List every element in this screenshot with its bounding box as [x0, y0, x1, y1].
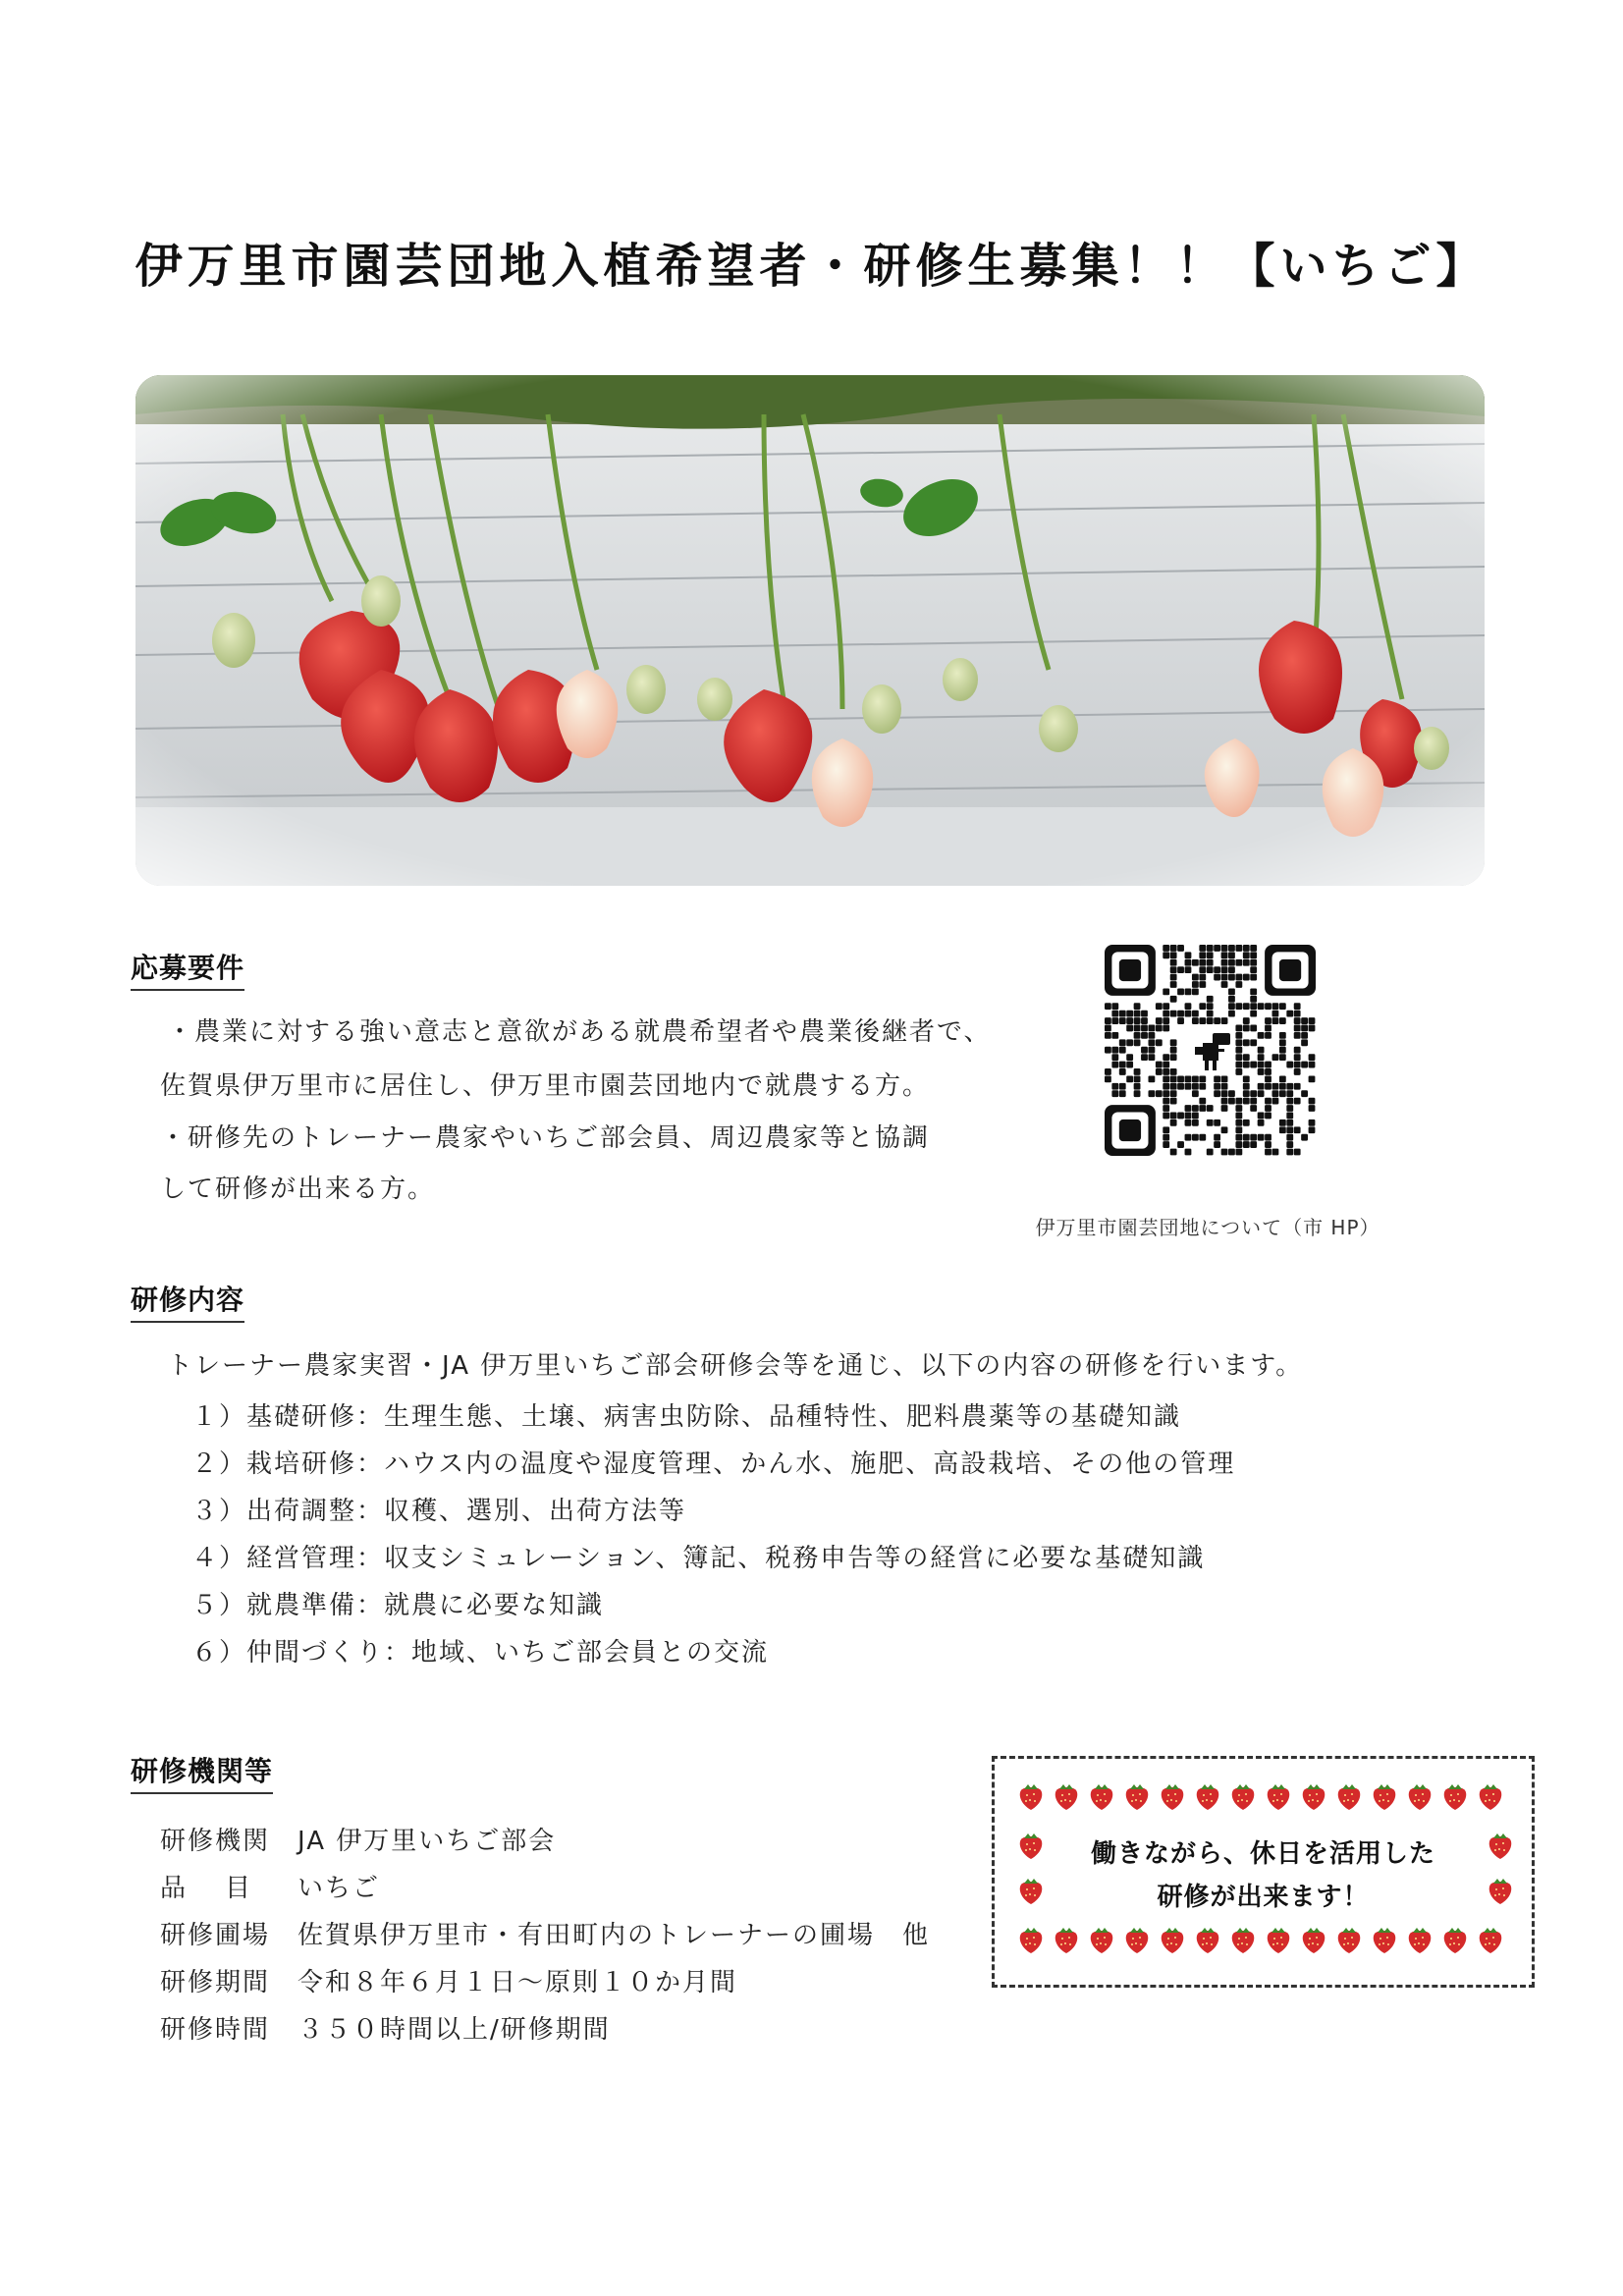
institution-label: 研修圃場 [160, 1921, 271, 1950]
requirements-heading: 応募要件 [131, 947, 244, 991]
strawberry-icon [1264, 1780, 1293, 1816]
requirements-line: して研修が出来る方。 [160, 1175, 436, 1204]
institution-value: 令和８年６月１日～原則１０か月間 [298, 1968, 738, 1997]
strawberry-icon [1476, 1780, 1505, 1816]
promo-line: 研修が出来ます！ [1157, 1883, 1370, 1912]
strawberry-icon [1158, 1924, 1187, 1959]
training-intro: トレーナー農家実習・JA 伊万里いちご部会研修会等を通じ、以下の内容の研修を行います。 [167, 1351, 1304, 1381]
qr-code[interactable] [1105, 945, 1316, 1156]
strawberry-icon [1299, 1924, 1328, 1959]
training-item: ３）出荷調整：収穫、選別、出荷方法等 [191, 1497, 687, 1526]
strawberry-icon [1299, 1780, 1328, 1816]
institution-row [160, 1962, 737, 1998]
institution-label: 研修時間 [160, 2015, 271, 2045]
training-item: ６）仲間づくり：地域、いちご部会員との交流 [191, 1638, 770, 1667]
strawberry-icon [1087, 1924, 1116, 1959]
strawberry-border-top [1016, 1780, 1505, 1816]
strawberry-photo [135, 375, 1485, 886]
strawberry-icon [1440, 1780, 1470, 1816]
institution-label: 品目 [160, 1874, 291, 1903]
institution-value: 佐賀県伊万里市・有田町内のトレーナーの圃場 他 [298, 1921, 931, 1950]
strawberry-icon [1476, 1924, 1505, 1959]
strawberry-icon [1087, 1780, 1116, 1816]
training-content-heading: 研修内容 [131, 1279, 244, 1323]
strawberry-icon [1052, 1780, 1081, 1816]
strawberry-icon [1158, 1780, 1187, 1816]
institution-row [160, 2009, 611, 2046]
training-item: ４）経営管理：収支シミュレーション、簿記、税務申告等の経営に必要な基礎知識 [191, 1544, 1206, 1573]
strawberry-icon [1334, 1924, 1364, 1959]
qr-caption: 伊万里市園芸団地について（市 HP） [1035, 1216, 1380, 1239]
institution-value: いちご [298, 1874, 381, 1903]
strawberry-icon [1370, 1924, 1399, 1959]
strawberry-icon [1440, 1924, 1470, 1959]
institution-label: 研修期間 [160, 1968, 271, 1997]
strawberry-icon [1405, 1780, 1434, 1816]
promo-line: 働きながら、休日を活用した [1090, 1839, 1435, 1869]
strawberry-icon [1052, 1924, 1081, 1959]
dinosaur-icon [1195, 1033, 1230, 1070]
strawberry-icon [1334, 1780, 1364, 1816]
requirements-line: ・農業に対する強い意志と意欲がある就農希望者や農業後継者で、 [167, 1017, 992, 1047]
institution-row [160, 1868, 380, 1904]
requirements-line: 佐賀県伊万里市に居住し、伊万里市園芸団地内で就農する方。 [160, 1071, 931, 1101]
training-item: ５）就農準備：就農に必要な知識 [191, 1591, 605, 1620]
strawberry-icon [1228, 1780, 1258, 1816]
strawberry-icon [1122, 1924, 1152, 1959]
strawberry-icon [1370, 1780, 1399, 1816]
institution-row [160, 1821, 556, 1857]
strawberry-icon [1405, 1924, 1434, 1959]
strawberry-icon [1016, 1924, 1046, 1959]
institution-heading: 研修機関等 [131, 1750, 273, 1794]
strawberry-icon [1193, 1924, 1222, 1959]
strawberry-icon [1228, 1924, 1258, 1959]
institution-value: JA 伊万里いちご部会 [298, 1827, 557, 1856]
requirements-line: ・研修先のトレーナー農家やいちご部会員、周辺農家等と協調 [160, 1123, 931, 1153]
institution-label: 研修機関 [160, 1827, 271, 1856]
strawberry-icon [1016, 1780, 1046, 1816]
training-item: ２）栽培研修：ハウス内の温度や湿度管理、かん水、施肥、高設栽培、その他の管理 [191, 1449, 1236, 1479]
strawberry-icon [1264, 1924, 1293, 1959]
promo-box [992, 1756, 1535, 1988]
institution-row [160, 1915, 930, 1951]
training-item: １）基礎研修：生理生態、土壌、病害虫防除、品種特性、肥料農薬等の基礎知識 [191, 1402, 1182, 1432]
strawberry-icon [1122, 1780, 1152, 1816]
page-title: 伊万里市園芸団地入植希望者・研修生募集！！【いちご】 [135, 239, 1488, 294]
institution-value: ３５０時間以上/研修期間 [298, 2015, 611, 2045]
strawberry-icon [1193, 1780, 1222, 1816]
strawberry-border-bottom [1016, 1924, 1505, 1959]
